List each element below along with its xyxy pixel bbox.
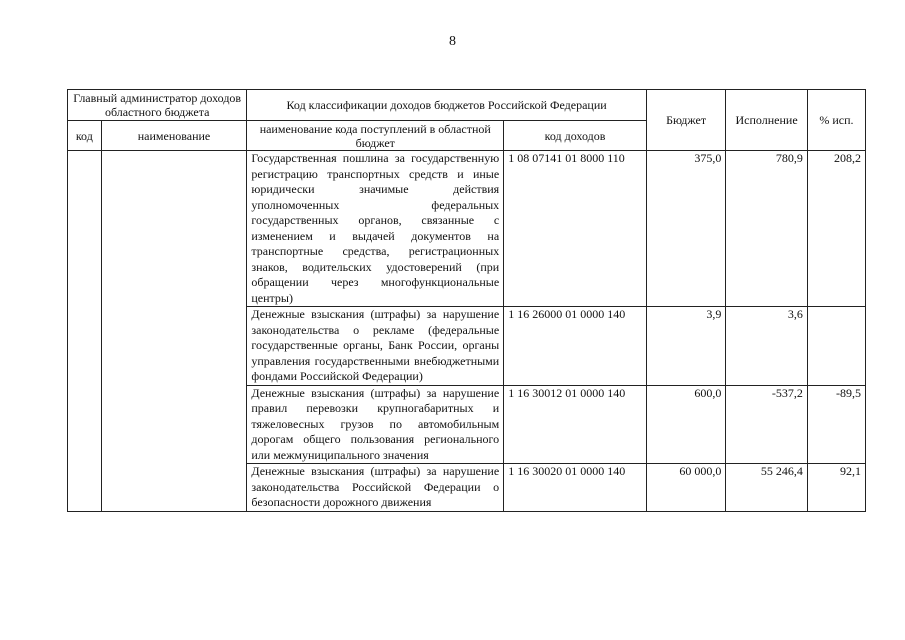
income-name-cell: Денежные взыскания (штрафы) за нарушение законодательства Российской Федерации о безопасности дорожного движения (247, 464, 504, 512)
income-code-cell: 1 16 30020 01 0000 140 (504, 464, 647, 512)
income-name-cell: Денежные взыскания (штрафы) за нарушение правил перевозки крупногабаритных и тяжеловесных грузов по автомобильным дорогам общего пользования регионального или межмуниципального значения (247, 385, 504, 464)
income-code-cell: 1 16 26000 01 0000 140 (504, 307, 647, 386)
header-percent: % исп. (807, 90, 865, 151)
income-code-cell: 1 08 07141 01 8000 110 (504, 151, 647, 307)
header-admin-name: наименование (101, 121, 247, 151)
header-budget: Бюджет (646, 90, 725, 151)
table-body (68, 151, 866, 512)
execution-cell: 3,6 (726, 307, 808, 386)
execution-cell: 55 246,4 (726, 464, 808, 512)
percent-cell (807, 307, 865, 386)
header-admin-code: код (68, 121, 102, 151)
percent-cell: 92,1 (807, 464, 865, 512)
budget-cell: 60 000,0 (646, 464, 725, 512)
header-income-code: код доходов (504, 121, 647, 151)
page-number: 8 (449, 34, 456, 49)
percent-cell: -89,5 (807, 385, 865, 464)
percent-cell: 208,2 (807, 151, 865, 307)
income-name-cell: Денежные взыскания (штрафы) за нарушение законодательства о рекламе (федеральные государственные органы, Банк России, органы управления государственными внебюджетными фондами Российской Федерации) (247, 307, 504, 386)
execution-cell: -537,2 (726, 385, 808, 464)
execution-cell: 780,9 (726, 151, 808, 307)
header-admin-group: Главный администратор доходов областного бюджета (68, 90, 247, 121)
budget-cell: 375,0 (646, 151, 725, 307)
revenue-table (67, 89, 866, 512)
income-code-cell: 1 16 30012 01 0000 140 (504, 385, 647, 464)
income-name-cell: Государственная пошлина за государственную регистрацию транспортных средств и иные юридически значимые действия уполномоченных федеральных государственных органов, связанные с изменением и выдачей документов на транспортные средства, регистрационных знаков, водительских удостоверений (при обращении через многофункциональные центры) (247, 151, 504, 307)
admin-name-cell (101, 151, 247, 512)
admin-code-cell (68, 151, 102, 512)
header-income-name: наименование кода поступлений в областной бюджет (247, 121, 504, 151)
table-row (68, 151, 866, 307)
header-execution: Исполнение (726, 90, 808, 151)
table-header (68, 90, 866, 151)
header-classification-group: Код классификации доходов бюджетов Российской Федерации (247, 90, 646, 121)
budget-cell: 3,9 (646, 307, 725, 386)
budget-cell: 600,0 (646, 385, 725, 464)
